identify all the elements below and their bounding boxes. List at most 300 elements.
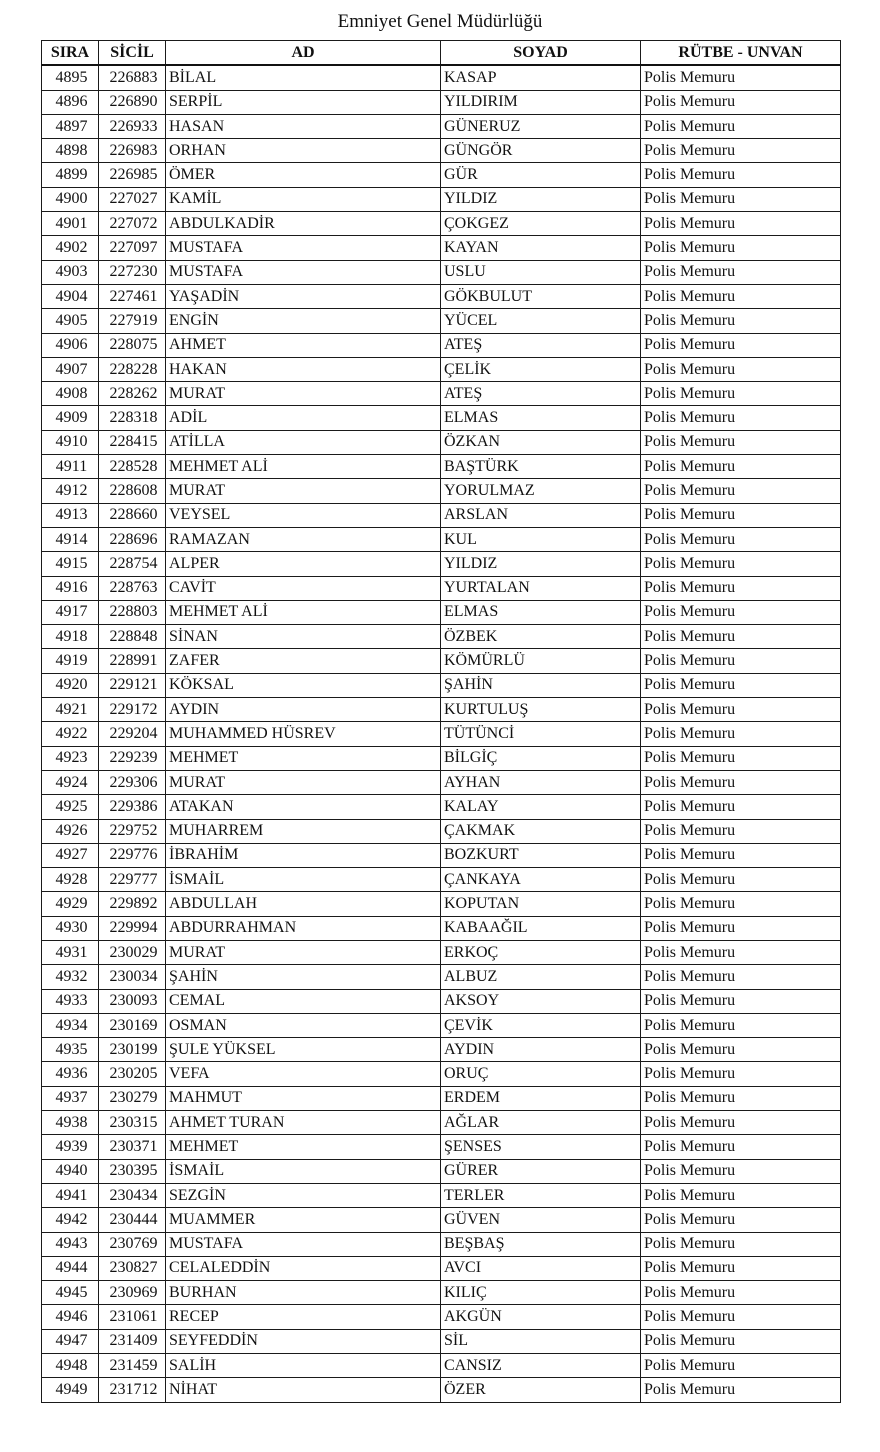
cell-sira: 4904	[42, 284, 99, 308]
cell-rutbe-unvan: Polis Memuru	[641, 212, 841, 236]
cell-rutbe-unvan: Polis Memuru	[641, 430, 841, 454]
table-row	[42, 1135, 841, 1159]
cell-sira: 4913	[42, 503, 99, 527]
table-row	[42, 1159, 841, 1183]
cell-sira: 4942	[42, 1208, 99, 1232]
cell-rutbe-unvan: Polis Memuru	[641, 576, 841, 600]
cell-sira: 4943	[42, 1232, 99, 1256]
cell-ad: ABDULKADİR	[166, 212, 441, 236]
cell-soyad: ALBUZ	[441, 965, 641, 989]
cell-sira: 4933	[42, 989, 99, 1013]
cell-sira: 4896	[42, 90, 99, 114]
cell-sicil: 230205	[99, 1062, 166, 1086]
cell-sicil: 229777	[99, 868, 166, 892]
table-row	[42, 746, 841, 770]
cell-rutbe-unvan: Polis Memuru	[641, 1354, 841, 1378]
cell-sicil: 230279	[99, 1086, 166, 1110]
cell-sicil: 230434	[99, 1183, 166, 1207]
cell-ad: SİNAN	[166, 625, 441, 649]
cell-rutbe-unvan: Polis Memuru	[641, 843, 841, 867]
cell-sicil: 227230	[99, 260, 166, 284]
cell-soyad: GÖKBULUT	[441, 284, 641, 308]
table-row	[42, 406, 841, 430]
cell-sira: 4941	[42, 1183, 99, 1207]
cell-sicil: 228528	[99, 455, 166, 479]
cell-soyad: AYHAN	[441, 770, 641, 794]
cell-ad: MUSTAFA	[166, 260, 441, 284]
cell-rutbe-unvan: Polis Memuru	[641, 382, 841, 406]
cell-soyad: BAŞTÜRK	[441, 455, 641, 479]
cell-sicil: 228848	[99, 625, 166, 649]
cell-sira: 4923	[42, 746, 99, 770]
cell-rutbe-unvan: Polis Memuru	[641, 1013, 841, 1037]
cell-sira: 4934	[42, 1013, 99, 1037]
cell-rutbe-unvan: Polis Memuru	[641, 503, 841, 527]
cell-ad: AHMET TURAN	[166, 1111, 441, 1135]
cell-rutbe-unvan: Polis Memuru	[641, 187, 841, 211]
cell-sicil: 226883	[99, 65, 166, 90]
table-row	[42, 625, 841, 649]
cell-rutbe-unvan: Polis Memuru	[641, 357, 841, 381]
cell-soyad: TÜTÜNCİ	[441, 722, 641, 746]
table-row	[42, 698, 841, 722]
cell-rutbe-unvan: Polis Memuru	[641, 1135, 841, 1159]
cell-rutbe-unvan: Polis Memuru	[641, 65, 841, 90]
cell-soyad: KASAP	[441, 65, 641, 90]
cell-soyad: YORULMAZ	[441, 479, 641, 503]
cell-sicil: 229752	[99, 819, 166, 843]
table-row	[42, 212, 841, 236]
column-header-soyad: SOYAD	[441, 41, 641, 66]
table-row	[42, 1111, 841, 1135]
cell-rutbe-unvan: Polis Memuru	[641, 1183, 841, 1207]
cell-sicil: 229204	[99, 722, 166, 746]
cell-soyad: AVCI	[441, 1256, 641, 1280]
cell-sira: 4908	[42, 382, 99, 406]
cell-ad: CELALEDDİN	[166, 1256, 441, 1280]
cell-ad: RECEP	[166, 1305, 441, 1329]
cell-soyad: GÜNGÖR	[441, 139, 641, 163]
cell-sira: 4914	[42, 527, 99, 551]
cell-sicil: 228075	[99, 333, 166, 357]
cell-soyad: ŞENSES	[441, 1135, 641, 1159]
cell-sira: 4940	[42, 1159, 99, 1183]
cell-sira: 4919	[42, 649, 99, 673]
cell-soyad: KALAY	[441, 795, 641, 819]
cell-ad: SALİH	[166, 1354, 441, 1378]
cell-sira: 4938	[42, 1111, 99, 1135]
cell-rutbe-unvan: Polis Memuru	[641, 309, 841, 333]
cell-sira: 4903	[42, 260, 99, 284]
cell-soyad: GÜRER	[441, 1159, 641, 1183]
cell-soyad: YURTALAN	[441, 576, 641, 600]
table-row	[42, 1256, 841, 1280]
table-row	[42, 965, 841, 989]
table-row	[42, 527, 841, 551]
cell-soyad: GÜR	[441, 163, 641, 187]
cell-ad: VEFA	[166, 1062, 441, 1086]
cell-rutbe-unvan: Polis Memuru	[641, 1208, 841, 1232]
cell-sira: 4915	[42, 552, 99, 576]
cell-ad: ORHAN	[166, 139, 441, 163]
cell-soyad: ÇOKGEZ	[441, 212, 641, 236]
cell-soyad: YILDIRIM	[441, 90, 641, 114]
cell-sicil: 231459	[99, 1354, 166, 1378]
table-row	[42, 284, 841, 308]
cell-rutbe-unvan: Polis Memuru	[641, 892, 841, 916]
cell-ad: MUSTAFA	[166, 1232, 441, 1256]
cell-sicil: 229776	[99, 843, 166, 867]
cell-sicil: 231712	[99, 1378, 166, 1402]
cell-rutbe-unvan: Polis Memuru	[641, 90, 841, 114]
cell-sicil: 226983	[99, 139, 166, 163]
cell-sira: 4939	[42, 1135, 99, 1159]
cell-rutbe-unvan: Polis Memuru	[641, 770, 841, 794]
cell-soyad: ATEŞ	[441, 333, 641, 357]
cell-sira: 4924	[42, 770, 99, 794]
cell-ad: KÖKSAL	[166, 673, 441, 697]
cell-sira: 4944	[42, 1256, 99, 1280]
cell-ad: BURHAN	[166, 1281, 441, 1305]
cell-rutbe-unvan: Polis Memuru	[641, 1329, 841, 1353]
cell-soyad: BEŞBAŞ	[441, 1232, 641, 1256]
cell-rutbe-unvan: Polis Memuru	[641, 722, 841, 746]
cell-sicil: 228754	[99, 552, 166, 576]
cell-sira: 4906	[42, 333, 99, 357]
cell-sira: 4922	[42, 722, 99, 746]
table-row	[42, 260, 841, 284]
cell-sicil: 231061	[99, 1305, 166, 1329]
cell-sicil: 228696	[99, 527, 166, 551]
cell-rutbe-unvan: Polis Memuru	[641, 163, 841, 187]
table-row	[42, 1329, 841, 1353]
cell-sicil: 227461	[99, 284, 166, 308]
cell-soyad: AKSOY	[441, 989, 641, 1013]
cell-ad: AYDIN	[166, 698, 441, 722]
cell-ad: MURAT	[166, 770, 441, 794]
table-row	[42, 673, 841, 697]
cell-ad: MEHMET ALİ	[166, 455, 441, 479]
cell-sicil: 230315	[99, 1111, 166, 1135]
cell-sira: 4911	[42, 455, 99, 479]
cell-soyad: BOZKURT	[441, 843, 641, 867]
table-row	[42, 1038, 841, 1062]
table-row	[42, 649, 841, 673]
cell-sicil: 230395	[99, 1159, 166, 1183]
cell-rutbe-unvan: Polis Memuru	[641, 114, 841, 138]
cell-soyad: CANSIZ	[441, 1354, 641, 1378]
cell-rutbe-unvan: Polis Memuru	[641, 673, 841, 697]
cell-rutbe-unvan: Polis Memuru	[641, 989, 841, 1013]
cell-ad: ABDURRAHMAN	[166, 916, 441, 940]
cell-rutbe-unvan: Polis Memuru	[641, 600, 841, 624]
cell-soyad: ELMAS	[441, 600, 641, 624]
cell-rutbe-unvan: Polis Memuru	[641, 649, 841, 673]
cell-sira: 4899	[42, 163, 99, 187]
table-row	[42, 430, 841, 454]
cell-sira: 4902	[42, 236, 99, 260]
table-row	[42, 309, 841, 333]
cell-sira: 4900	[42, 187, 99, 211]
table-row	[42, 139, 841, 163]
cell-ad: ÖMER	[166, 163, 441, 187]
cell-sira: 4926	[42, 819, 99, 843]
cell-rutbe-unvan: Polis Memuru	[641, 795, 841, 819]
cell-soyad: ÖZKAN	[441, 430, 641, 454]
cell-sicil: 229306	[99, 770, 166, 794]
cell-sira: 4912	[42, 479, 99, 503]
cell-ad: İSMAİL	[166, 868, 441, 892]
cell-sicil: 228763	[99, 576, 166, 600]
cell-ad: MURAT	[166, 940, 441, 964]
cell-ad: RAMAZAN	[166, 527, 441, 551]
cell-soyad: AKGÜN	[441, 1305, 641, 1329]
cell-soyad: KÖMÜRLÜ	[441, 649, 641, 673]
cell-sicil: 227097	[99, 236, 166, 260]
cell-soyad: ŞAHİN	[441, 673, 641, 697]
table-row	[42, 503, 841, 527]
cell-sira: 4937	[42, 1086, 99, 1110]
cell-soyad: ÖZBEK	[441, 625, 641, 649]
cell-ad: SERPİL	[166, 90, 441, 114]
cell-rutbe-unvan: Polis Memuru	[641, 1062, 841, 1086]
cell-rutbe-unvan: Polis Memuru	[641, 139, 841, 163]
table-row	[42, 819, 841, 843]
table-row	[42, 600, 841, 624]
cell-soyad: KUL	[441, 527, 641, 551]
cell-ad: ATAKAN	[166, 795, 441, 819]
cell-soyad: ELMAS	[441, 406, 641, 430]
cell-soyad: ERDEM	[441, 1086, 641, 1110]
cell-sira: 4918	[42, 625, 99, 649]
cell-ad: MEHMET ALİ	[166, 600, 441, 624]
cell-sira: 4949	[42, 1378, 99, 1402]
cell-sira: 4936	[42, 1062, 99, 1086]
cell-rutbe-unvan: Polis Memuru	[641, 479, 841, 503]
table-row	[42, 1183, 841, 1207]
cell-ad: MEHMET	[166, 1135, 441, 1159]
cell-sira: 4945	[42, 1281, 99, 1305]
cell-rutbe-unvan: Polis Memuru	[641, 916, 841, 940]
cell-soyad: KURTULUŞ	[441, 698, 641, 722]
table-row	[42, 770, 841, 794]
cell-sicil: 228608	[99, 479, 166, 503]
cell-sicil: 230371	[99, 1135, 166, 1159]
cell-sicil: 230169	[99, 1013, 166, 1037]
cell-ad: ALPER	[166, 552, 441, 576]
cell-sicil: 230034	[99, 965, 166, 989]
table-row	[42, 989, 841, 1013]
table-row	[42, 455, 841, 479]
cell-sira: 4948	[42, 1354, 99, 1378]
cell-sicil: 228803	[99, 600, 166, 624]
table-row	[42, 576, 841, 600]
table-row	[42, 916, 841, 940]
table-row	[42, 187, 841, 211]
table-body	[42, 65, 841, 1402]
cell-rutbe-unvan: Polis Memuru	[641, 333, 841, 357]
table-row	[42, 795, 841, 819]
cell-ad: ABDULLAH	[166, 892, 441, 916]
cell-ad: ENGİN	[166, 309, 441, 333]
cell-soyad: ERKOÇ	[441, 940, 641, 964]
column-header-rutbe-unvan: RÜTBE - UNVAN	[641, 41, 841, 66]
cell-soyad: KAYAN	[441, 236, 641, 260]
cell-rutbe-unvan: Polis Memuru	[641, 527, 841, 551]
cell-sira: 4928	[42, 868, 99, 892]
table-row	[42, 333, 841, 357]
cell-ad: BİLAL	[166, 65, 441, 90]
cell-ad: YAŞADİN	[166, 284, 441, 308]
cell-soyad: ÖZER	[441, 1378, 641, 1402]
table-row	[42, 1305, 841, 1329]
cell-sicil: 230093	[99, 989, 166, 1013]
cell-sicil: 229386	[99, 795, 166, 819]
table-row	[42, 1062, 841, 1086]
cell-sicil: 230827	[99, 1256, 166, 1280]
cell-sicil: 230769	[99, 1232, 166, 1256]
table-row	[42, 479, 841, 503]
cell-sira: 4909	[42, 406, 99, 430]
cell-soyad: ORUÇ	[441, 1062, 641, 1086]
cell-sicil: 229172	[99, 698, 166, 722]
cell-ad: İBRAHİM	[166, 843, 441, 867]
cell-soyad: YÜCEL	[441, 309, 641, 333]
table-row	[42, 90, 841, 114]
table-row	[42, 868, 841, 892]
cell-soyad: ÇANKAYA	[441, 868, 641, 892]
cell-sicil: 229994	[99, 916, 166, 940]
cell-sicil: 227919	[99, 309, 166, 333]
cell-sira: 4921	[42, 698, 99, 722]
cell-sira: 4901	[42, 212, 99, 236]
cell-soyad: TERLER	[441, 1183, 641, 1207]
cell-sicil: 229239	[99, 746, 166, 770]
cell-rutbe-unvan: Polis Memuru	[641, 1038, 841, 1062]
cell-ad: MURAT	[166, 479, 441, 503]
cell-sira: 4946	[42, 1305, 99, 1329]
cell-soyad: YILDIZ	[441, 552, 641, 576]
table-row	[42, 1013, 841, 1037]
cell-ad: SEYFEDDİN	[166, 1329, 441, 1353]
cell-ad: VEYSEL	[166, 503, 441, 527]
table-row	[42, 65, 841, 90]
column-header-ad: AD	[166, 41, 441, 66]
page-title: Emniyet Genel Müdürlüğü	[337, 11, 543, 32]
cell-sira: 4907	[42, 357, 99, 381]
cell-sicil: 229892	[99, 892, 166, 916]
cell-rutbe-unvan: Polis Memuru	[641, 1159, 841, 1183]
cell-sira: 4898	[42, 139, 99, 163]
cell-rutbe-unvan: Polis Memuru	[641, 1256, 841, 1280]
cell-soyad: GÜVEN	[441, 1208, 641, 1232]
cell-ad: HASAN	[166, 114, 441, 138]
cell-rutbe-unvan: Polis Memuru	[641, 698, 841, 722]
cell-rutbe-unvan: Polis Memuru	[641, 965, 841, 989]
cell-sicil: 228415	[99, 430, 166, 454]
cell-ad: ŞAHİN	[166, 965, 441, 989]
cell-rutbe-unvan: Polis Memuru	[641, 1086, 841, 1110]
table-row	[42, 1232, 841, 1256]
cell-sicil: 230444	[99, 1208, 166, 1232]
cell-rutbe-unvan: Polis Memuru	[641, 746, 841, 770]
cell-ad: İSMAİL	[166, 1159, 441, 1183]
table-row	[42, 1086, 841, 1110]
table-row	[42, 552, 841, 576]
cell-soyad: ARSLAN	[441, 503, 641, 527]
cell-ad: KAMİL	[166, 187, 441, 211]
table-row	[42, 1354, 841, 1378]
cell-sicil: 230029	[99, 940, 166, 964]
cell-sira: 4927	[42, 843, 99, 867]
cell-ad: ADİL	[166, 406, 441, 430]
cell-sicil: 228318	[99, 406, 166, 430]
table-row	[42, 722, 841, 746]
cell-sira: 4925	[42, 795, 99, 819]
cell-rutbe-unvan: Polis Memuru	[641, 868, 841, 892]
cell-ad: MEHMET	[166, 746, 441, 770]
table-row	[42, 892, 841, 916]
table-row	[42, 357, 841, 381]
cell-soyad: ÇAKMAK	[441, 819, 641, 843]
cell-ad: ZAFER	[166, 649, 441, 673]
cell-rutbe-unvan: Polis Memuru	[641, 455, 841, 479]
cell-soyad: ÇELİK	[441, 357, 641, 381]
cell-sicil: 226890	[99, 90, 166, 114]
column-header-sicil: SİCİL	[99, 41, 166, 66]
cell-ad: HAKAN	[166, 357, 441, 381]
cell-ad: MUHAMMED HÜSREV	[166, 722, 441, 746]
cell-ad: ŞULE YÜKSEL	[166, 1038, 441, 1062]
cell-sira: 4932	[42, 965, 99, 989]
table-row	[42, 1281, 841, 1305]
cell-ad: MUAMMER	[166, 1208, 441, 1232]
cell-ad: CEMAL	[166, 989, 441, 1013]
cell-soyad: KILIÇ	[441, 1281, 641, 1305]
cell-ad: SEZGİN	[166, 1183, 441, 1207]
cell-sira: 4930	[42, 916, 99, 940]
cell-rutbe-unvan: Polis Memuru	[641, 552, 841, 576]
table-row	[42, 843, 841, 867]
cell-soyad: USLU	[441, 260, 641, 284]
table-row	[42, 940, 841, 964]
cell-ad: AHMET	[166, 333, 441, 357]
cell-rutbe-unvan: Polis Memuru	[641, 1281, 841, 1305]
cell-sira: 4947	[42, 1329, 99, 1353]
cell-soyad: AĞLAR	[441, 1111, 641, 1135]
cell-ad: MUHARREM	[166, 819, 441, 843]
cell-ad: MAHMUT	[166, 1086, 441, 1110]
cell-rutbe-unvan: Polis Memuru	[641, 819, 841, 843]
cell-soyad: YILDIZ	[441, 187, 641, 211]
cell-sira: 4916	[42, 576, 99, 600]
cell-sicil: 226933	[99, 114, 166, 138]
cell-ad: ATİLLA	[166, 430, 441, 454]
table-row	[42, 114, 841, 138]
column-header-sira: SIRA	[42, 41, 99, 66]
cell-soyad: KOPUTAN	[441, 892, 641, 916]
cell-rutbe-unvan: Polis Memuru	[641, 284, 841, 308]
cell-sicil: 228660	[99, 503, 166, 527]
cell-sicil: 231409	[99, 1329, 166, 1353]
cell-rutbe-unvan: Polis Memuru	[641, 236, 841, 260]
personnel-table	[41, 40, 841, 1403]
cell-sira: 4929	[42, 892, 99, 916]
cell-sicil: 228991	[99, 649, 166, 673]
cell-sira: 4910	[42, 430, 99, 454]
cell-sicil: 227072	[99, 212, 166, 236]
cell-sira: 4905	[42, 309, 99, 333]
